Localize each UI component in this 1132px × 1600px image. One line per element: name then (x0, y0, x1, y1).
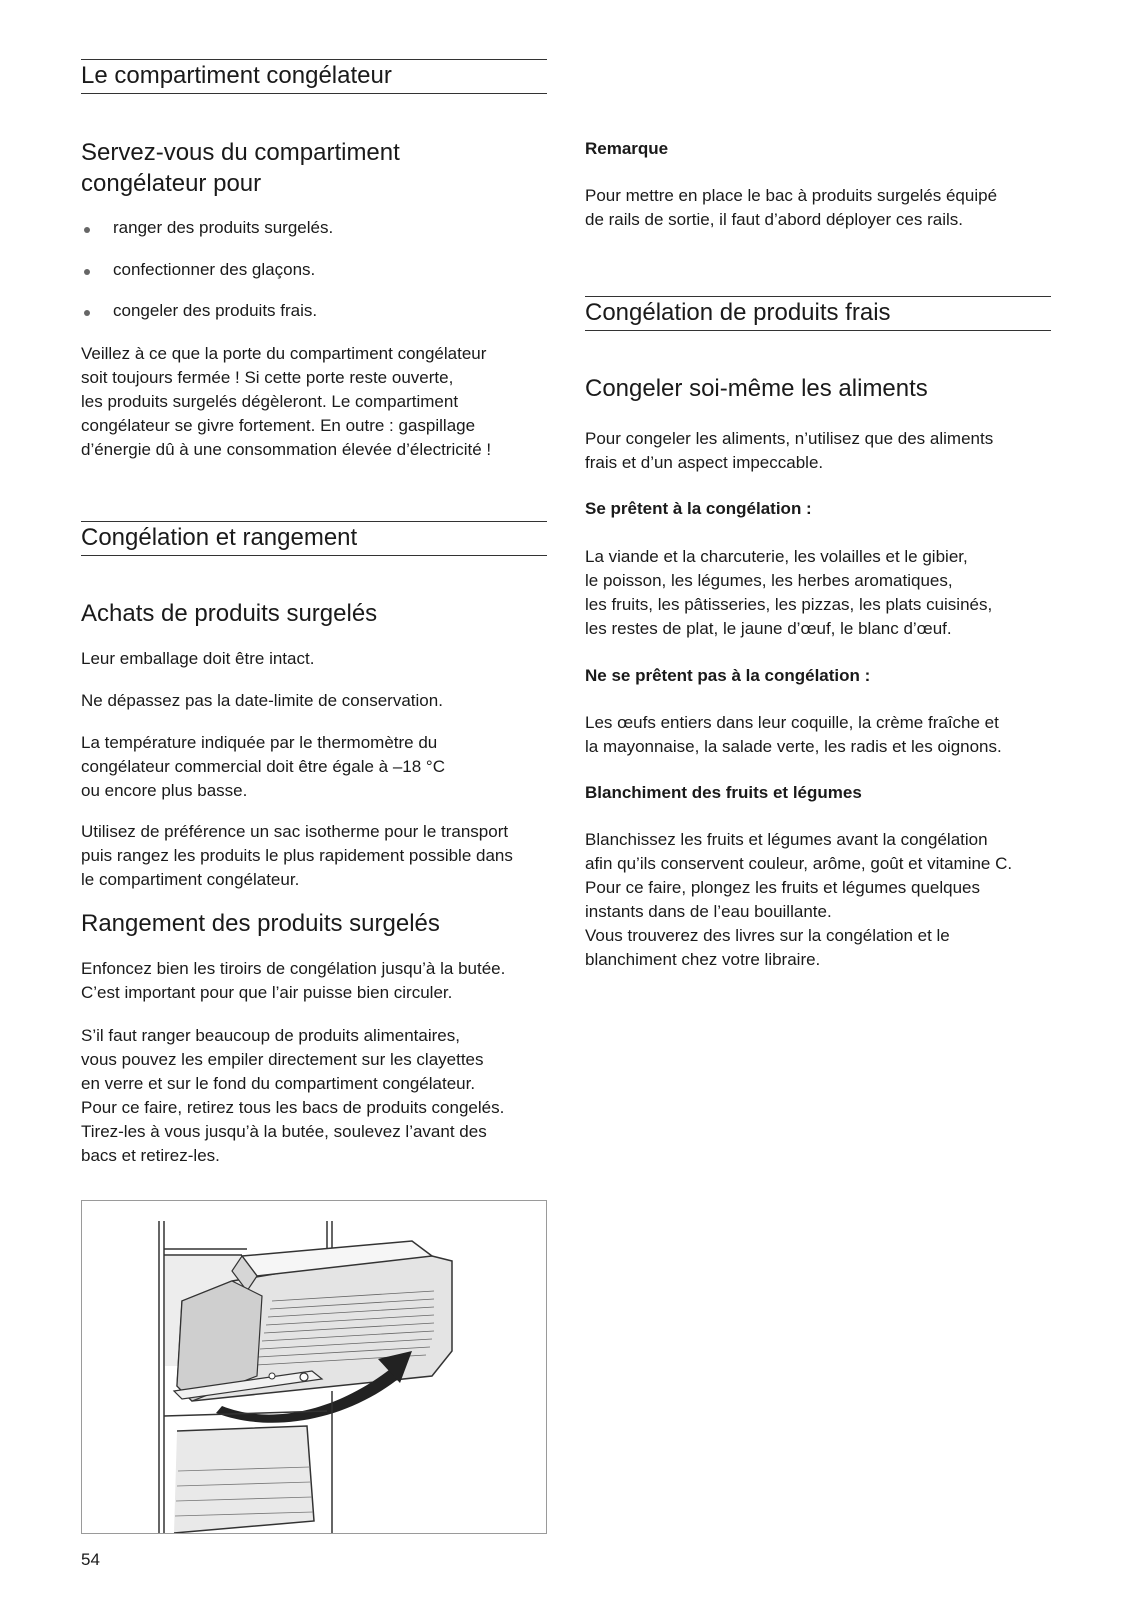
paragraph-unsuitable-foods: Les œufs entiers dans leur coquille, la crème fraîche et la mayonnaise, la salade verte, les radis et les oignons. (585, 713, 1002, 756)
list-item: confectionner des glaçons. (81, 258, 547, 282)
paragraph-packaging: Leur emballage doit être intact. (81, 649, 315, 668)
freezer-drawer-illustration (81, 1200, 547, 1534)
subheading-use-freezer-for: Servez-vous du compartiment congélateur pour (81, 139, 400, 197)
unsuitable-label: Ne se prêtent pas à la congélation : (585, 666, 871, 685)
subheading-buying-frozen: Achats de produits surgelés (81, 600, 378, 627)
paragraph-temperature: La température indiquée par le thermomètre du congélateur commercial doit être égale à –18 °C ou encore plus basse. (81, 733, 445, 800)
paragraph-expiry-date: Ne dépassez pas la date-limite de conservation. (81, 691, 443, 710)
blanching-label: Blanchiment des fruits et légumes (585, 783, 862, 802)
list-item: ranger des produits surgelés. (81, 216, 547, 240)
subheading-storing-frozen: Rangement des produits surgelés (81, 910, 440, 937)
page-number: 54 (81, 1550, 100, 1569)
section-title-freezer-compartment: Le compartiment congélateur (81, 59, 547, 94)
paragraph-insulated-bag: Utilisez de préférence un sac isotherme pour le transport puis rangez les produits le plus rapidement possible dans le compartiment congélateur. (81, 822, 513, 889)
paragraph-remark: Pour mettre en place le bac à produits surgelés équipé de rails de sortie, il faut d’abord déployer ces rails. (585, 186, 998, 229)
bullet-icon (84, 310, 90, 316)
suitable-label: Se prêtent à la congélation : (585, 499, 812, 518)
section-title-freezing-storage: Congélation et rangement (81, 521, 547, 556)
paragraph-drawers: Enfoncez bien les tiroirs de congélation jusqu’à la butée. C’est important pour que l’air puisse bien circuler. (81, 959, 506, 1002)
paragraph-door-warning: Veillez à ce que la porte du compartiment congélateur soit toujours fermée ! Si cette porte reste ouverte, les produits surgelés dégèleront. Le compartiment congélateur se givre fortement. En outre : gaspillage d’énergie dû à une consommation élevée d’électricité ! (81, 344, 492, 459)
paragraph-blanching: Blanchissez les fruits et légumes avant la congélation afin qu’ils conservent couleur, arôme, goût et vitamine C. Pour ce faire, plongez les fruits et légumes quelques instants dans de l’eau bouillante. Vous trouverez des livres sur la congélation et le blanchiment chez votre libraire. (585, 830, 1013, 969)
list-item: congeler des produits frais. (81, 299, 547, 323)
section-title-freezing-fresh: Congélation de produits frais (585, 296, 1051, 331)
subheading-freeze-yourself: Congeler soi-même les aliments (585, 375, 928, 402)
paragraph-stacking: S’il faut ranger beaucoup de produits alimentaires, vous pouvez les empiler directement sur les clayettes en verre et sur le fond du compartiment congélateur. Pour ce faire, retirez tous les bacs de produits congelés. Tirez-les à vous jusqu’à la butée, soulevez l’avant des bacs et retirez-les. (81, 1026, 505, 1165)
paragraph-fresh-food: Pour congeler les aliments, n’utilisez que des aliments frais et d’un aspect impeccable. (585, 429, 994, 472)
bullet-icon (84, 227, 90, 233)
bullet-icon (84, 269, 90, 275)
remark-label: Remarque (585, 139, 669, 158)
freezer-drawer-drawing (82, 1201, 546, 1533)
uses-bullet-list (81, 216, 547, 323)
paragraph-suitable-foods: La viande et la charcuterie, les volailles et le gibier, le poisson, les légumes, les herbes aromatiques, les fruits, les pâtisseries, les pizzas, les plats cuisinés, les restes de plat, le jaune d’œuf, le blanc d’œuf. (585, 547, 993, 638)
